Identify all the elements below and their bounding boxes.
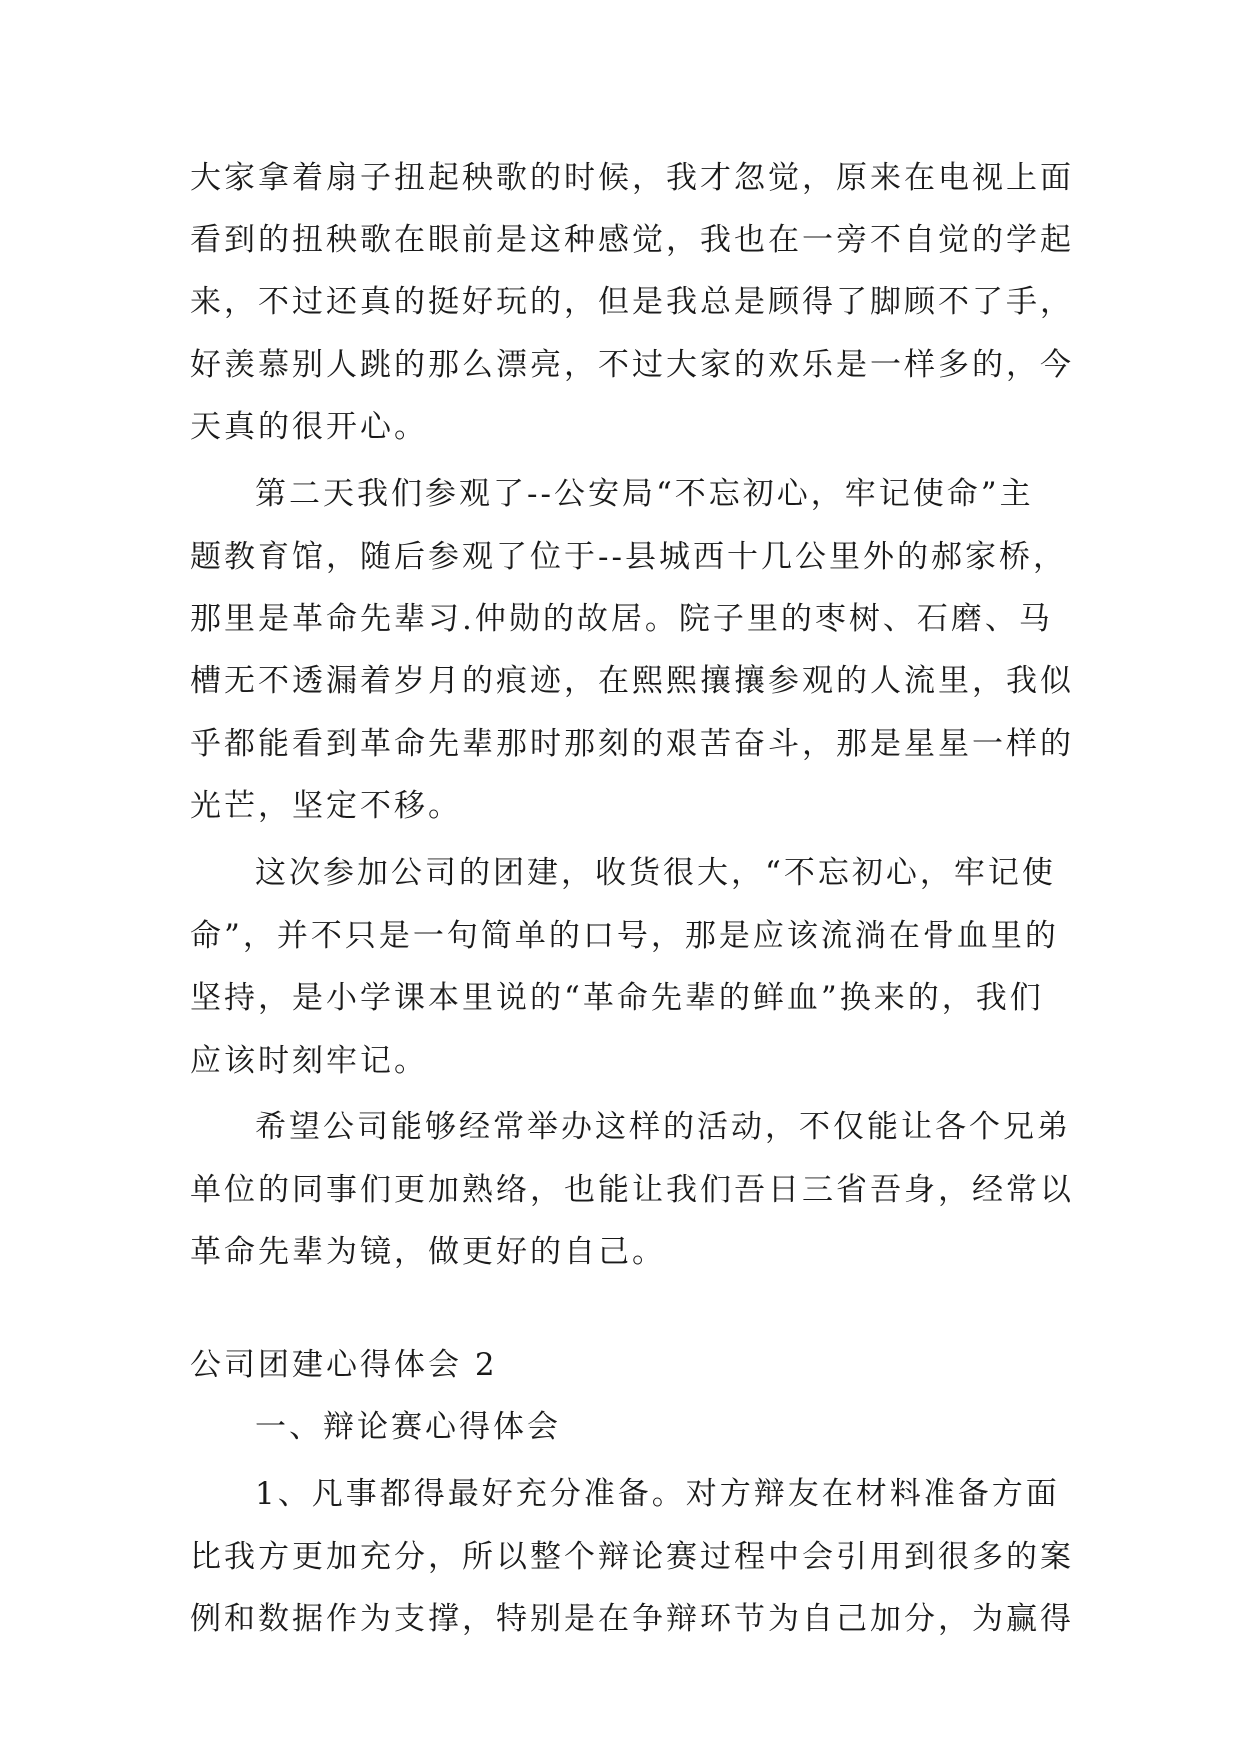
paragraph-line: 革命先辈为镜，做更好的自己。 xyxy=(190,1234,666,1270)
section-heading: 公司团建心得体会 2 xyxy=(190,1347,498,1383)
paragraph-line: 那里是革命先辈习.仲勋的故居。院子里的枣树、石磨、马 xyxy=(190,601,1053,637)
paragraph-line: 希望公司能够经常举办这样的活动，不仅能让各个兄弟 xyxy=(255,1109,1071,1145)
paragraph-line: 1、凡事都得最好充分准备。对方辩友在材料准备方面 xyxy=(255,1476,1060,1512)
paragraph-line: 第二天我们参观了--公安局“不忘初心，牢记使命”主 xyxy=(255,476,1034,512)
paragraph-line: 坚持，是小学课本里说的“革命先辈的鲜血”换来的，我们 xyxy=(190,980,1044,1016)
paragraph-line: 乎都能看到革命先辈那时那刻的艰苦奋斗，那是星星一样的 xyxy=(190,726,1074,762)
paragraph-line: 好羡慕别人跳的那么漂亮，不过大家的欢乐是一样多的，今 xyxy=(190,347,1074,383)
paragraph-line: 天真的很开心。 xyxy=(190,409,428,445)
paragraph-line: 例和数据作为支撑，特别是在争辩环节为自己加分，为赢得 xyxy=(190,1601,1074,1637)
paragraph-line: 看到的扭秧歌在眼前是这种感觉，我也在一旁不自觉的学起 xyxy=(190,222,1074,258)
paragraph-line: 这次参加公司的团建，收货很大，“不忘初心，牢记使 xyxy=(255,855,1056,891)
paragraph-line: 应该时刻牢记。 xyxy=(190,1043,428,1079)
subsection-heading: 一、辩论赛心得体会 xyxy=(255,1409,561,1445)
paragraph-line: 单位的同事们更加熟络，也能让我们吾日三省吾身，经常以 xyxy=(190,1172,1074,1208)
paragraph-line: 光芒，坚定不移。 xyxy=(190,788,462,824)
paragraph-line: 命”，并不只是一句简单的口号，那是应该流淌在骨血里的 xyxy=(190,918,1059,954)
paragraph-line: 比我方更加充分，所以整个辩论赛过程中会引用到很多的案 xyxy=(190,1539,1074,1575)
paragraph-line: 槽无不透漏着岁月的痕迹，在熙熙攘攘参观的人流里，我似 xyxy=(190,663,1074,699)
paragraph-line: 大家拿着扇子扭起秧歌的时候，我才忽觉，原来在电视上面 xyxy=(190,160,1074,196)
paragraph-line: 来，不过还真的挺好玩的，但是我总是顾得了脚顾不了手， xyxy=(190,284,1074,320)
paragraph-line: 题教育馆，随后参观了位于--县城西十几公里外的郝家桥， xyxy=(190,539,1067,575)
